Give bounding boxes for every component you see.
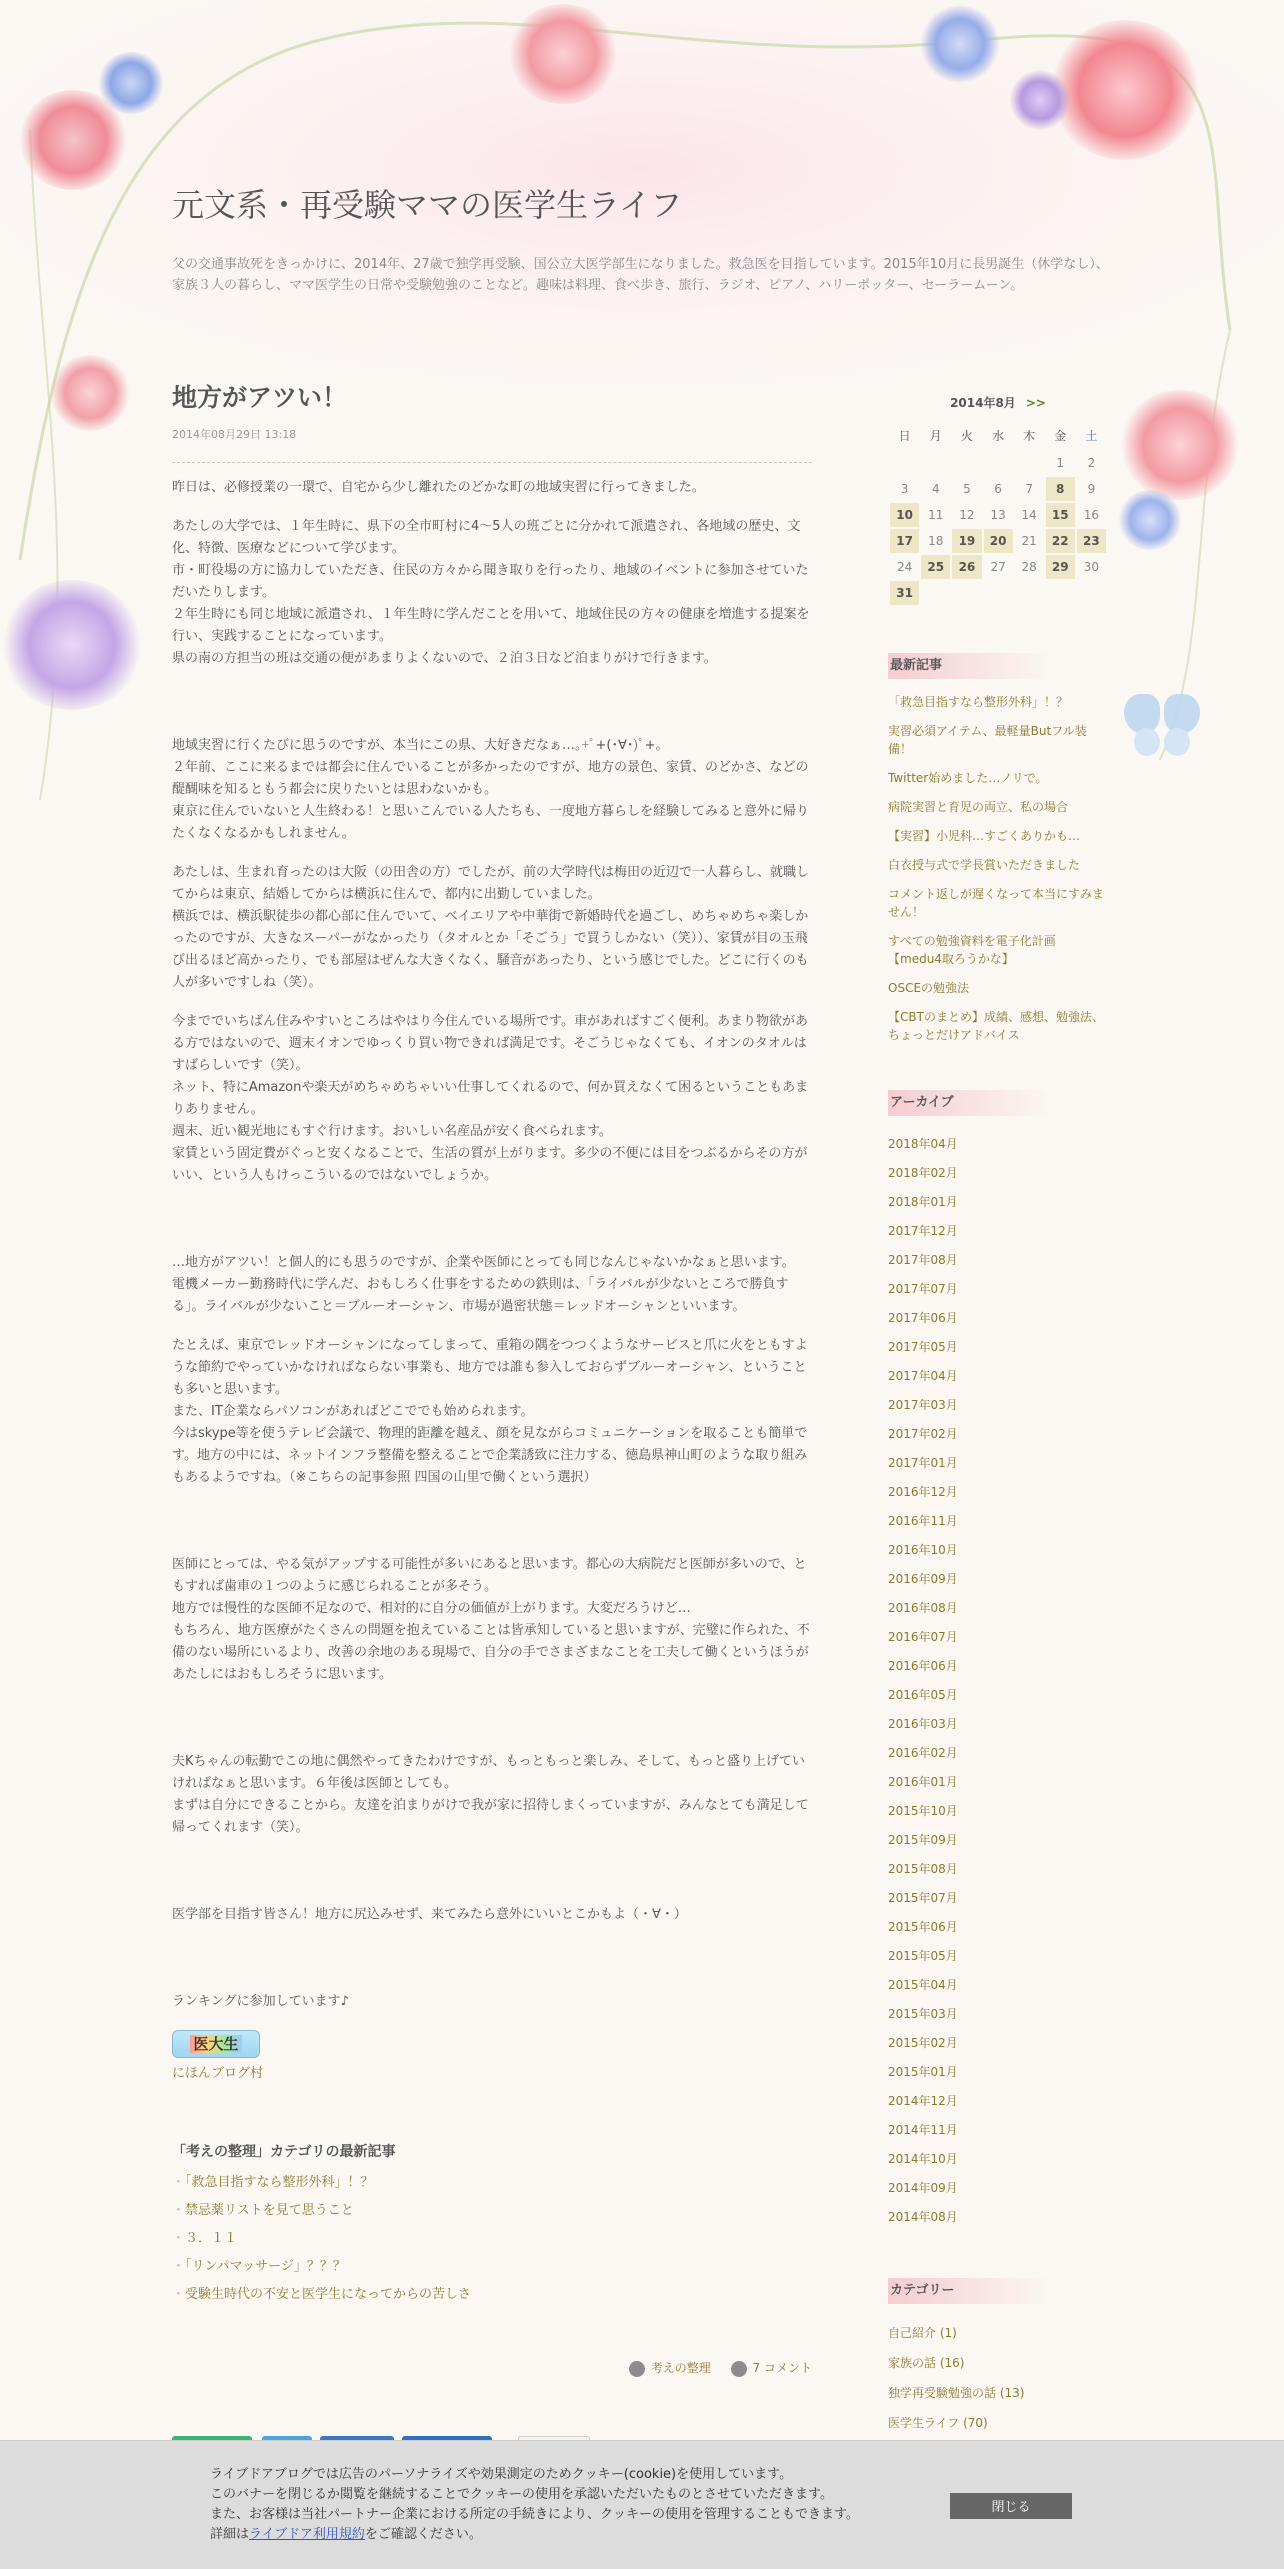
calendar-day bbox=[1077, 581, 1106, 605]
entry-paragraph: 今まででいちばん住みやすいところはやはり今住んでいる場所です。車があればすごく便利。あまり物欲がある方ではないので、週末イオンでゆっくり買い物できれば満足です。そごうじゃなくても、イオンのタオルはすばらしいです（笑）。 ネット、特にAmazonや楽天がめちゃめちゃいい仕事してくれるので、何か買えなくて困るということもあまりありません。 週末、近い観光地にもすぐ行けます。おいしい名産品が安く食べられます。 家賃という固定費がぐっと安くなることで、生活の質が上がります。多少の不便には目をつぶるからその方がいい、という人もけっこういるのではないでしょうか。 bbox=[172, 1014, 809, 1183]
archive-link[interactable]: 2015年04月 bbox=[888, 1978, 958, 1992]
archive-link[interactable]: 2015年08月 bbox=[888, 1862, 958, 1876]
calendar-weekday: 月 bbox=[929, 428, 942, 443]
calendar-weekday: 金 bbox=[1054, 428, 1067, 443]
archive-link[interactable]: 2017年05月 bbox=[888, 1340, 958, 1354]
comment-icon bbox=[731, 2361, 747, 2377]
entry-paragraph: たとえば、東京でレッドオーシャンになってしまって、重箱の隅をつつくようなサービスと爪に火をともすような節約でやっていかなければならない事業も、地方では誰も参入しておらずブルーオーシャン、ということも多いと思います。 また、IT企業ならパソコンがあればどこででも始められます。 今はskype等を使うテレビ会議で、物理的距離を越え、顔を見ながらコミュニケーションを取ることも簡単です。地方の中には、ネットインフラ整備を整えることで企業誘致に注力する、徳島県神山町のような取り組みもあるようですね。（※こちらの記事参照 四国の山里で働くという選択） bbox=[172, 1338, 808, 1485]
sidebar bbox=[888, 394, 1108, 2438]
calendar-day bbox=[952, 581, 981, 605]
divider bbox=[172, 462, 812, 463]
archive-link[interactable]: 2016年02月 bbox=[888, 1746, 958, 1760]
article bbox=[172, 378, 812, 2377]
calendar-day[interactable]: 19 bbox=[952, 529, 981, 553]
recent-post-link[interactable]: OSCEの勉強法 bbox=[888, 981, 970, 995]
calendar-day: 21 bbox=[1021, 534, 1037, 548]
entry-paragraph: 昨日は、必修授業の一環で、自宅から少し離れたのどかな町の地域実習に行ってきました。 bbox=[172, 480, 705, 495]
archive-link[interactable]: 2017年06月 bbox=[888, 1311, 958, 1325]
archive-link[interactable]: 2016年07月 bbox=[888, 1630, 958, 1644]
calendar-header bbox=[888, 394, 1108, 411]
recent-post-link[interactable]: 白衣授与式で学長賞いただきました bbox=[888, 858, 1081, 872]
entry-paragraph: 医学部を目指す皆さん！地方に尻込みせず、来てみたら意外にいいとこかもよ（・∀・） bbox=[172, 1907, 687, 1922]
cookie-line: ライブドアブログでは広告のパーソナライズや効果測定のためクッキー(cookie)を使用しています。 bbox=[210, 2467, 793, 2482]
category-post-link[interactable]: ・ 禁忌薬リストを見て思うこと bbox=[172, 2197, 812, 2225]
calendar-day: 1 bbox=[1056, 456, 1065, 470]
category-heading: カテゴリー bbox=[888, 2278, 1050, 2304]
calendar-day bbox=[984, 581, 1013, 605]
archive-link[interactable]: 2016年09月 bbox=[888, 1572, 958, 1586]
archive-link[interactable]: 2015年06月 bbox=[888, 1920, 958, 1934]
archive-link[interactable]: 2018年02月 bbox=[888, 1166, 958, 1180]
calendar-day: 13 bbox=[990, 508, 1006, 522]
calendar-day[interactable]: 25 bbox=[921, 555, 950, 579]
category-link[interactable]: 医学生ライフ (70) bbox=[888, 2416, 988, 2430]
category-post-link[interactable]: ・ ３．１１ bbox=[172, 2225, 812, 2253]
flower-decoration-icon bbox=[920, 6, 1000, 82]
flower-decoration-icon bbox=[1120, 390, 1240, 500]
terms-link[interactable]: ライブドア利用規約 bbox=[249, 2527, 365, 2542]
blog-title[interactable]: 元文系・再受験ママの医学生ライフ bbox=[172, 186, 683, 224]
archive-heading: アーカイブ bbox=[888, 1090, 1050, 1116]
cookie-text bbox=[210, 2465, 859, 2545]
calendar-weekday: 火 bbox=[960, 428, 973, 443]
calendar-weekday: 木 bbox=[1023, 428, 1036, 443]
cookie-close-button[interactable]: 閉じる bbox=[950, 2493, 1072, 2519]
flower-decoration-icon bbox=[50, 355, 130, 431]
entry-paragraph: 医師にとっては、やる気がアップする可能性が多いにあると思います。都心の大病院だと医師が多いので、ともすれば歯車の１つのように感じられることが多そう。 地方では慢性的な医師不足なので、相対的に自分の価値が上がります。大変だろうけど… もちろん、地方医療がたくさんの問題を抱えていることは皆承知していると思いますが、完璧に作られた、不備のない場所にいるより、改善の余地のある現場で、自分の手でさまざまなことを工夫して働くというほうがあたしにはおもしろそうに思います。 bbox=[172, 1557, 810, 1682]
calendar-day: 9 bbox=[1087, 482, 1096, 496]
calendar-day[interactable]: 23 bbox=[1077, 529, 1106, 553]
calendar-day bbox=[1015, 451, 1044, 475]
category-latest bbox=[172, 2141, 812, 2309]
archive-link[interactable]: 2015年09月 bbox=[888, 1833, 958, 1847]
calendar-day bbox=[921, 581, 950, 605]
archive-link[interactable]: 2018年01月 bbox=[888, 1195, 958, 1209]
flower-decoration-icon bbox=[2, 580, 142, 710]
archive-link[interactable]: 2016年01月 bbox=[888, 1775, 958, 1789]
cookie-banner bbox=[0, 2440, 1284, 2569]
calendar-day bbox=[952, 451, 981, 475]
archive-link[interactable]: 2014年11月 bbox=[888, 2123, 958, 2137]
calendar-weekday: 水 bbox=[992, 428, 1005, 443]
calendar-day[interactable]: 8 bbox=[1046, 477, 1075, 501]
archive-link[interactable]: 2015年10月 bbox=[888, 1804, 958, 1818]
calendar-day: 24 bbox=[896, 560, 913, 574]
ranking-link[interactable]: にほんブログ村 bbox=[172, 2066, 264, 2081]
archive-link[interactable]: 2017年02月 bbox=[888, 1427, 958, 1441]
entry-paragraph: 夫Kちゃんの転勤でこの地に偶然やってきたわけですが、もっともっと楽しみ、そして、もっと盛り上げていければなぁと思います。６年後は医師としても。 まずは自分にできることから。友達を泊まりがけで我が家に招待しまくっていますが、みんなとても満足して帰ってくれます（笑）。 bbox=[172, 1754, 809, 1835]
calendar-day: 11 bbox=[928, 508, 944, 522]
calendar-day[interactable]: 31 bbox=[890, 581, 919, 605]
ranking-badge[interactable]: 医大生 bbox=[172, 2030, 260, 2058]
calendar-next-link[interactable]: >> bbox=[1025, 396, 1046, 410]
entry-paragraph: 地域実習に行くたびに思うのですが、本当にこの県、大好きだなぁ…｡+ﾟ+(･∀･)ﾟ+｡ ２年前、ここに来るまでは都会に住んでいることが多かったのですが、地方の景色、家賃、のどかさ、などの醍醐味を知るともう都会に戻りたいとは思わないかも。 東京に住んでいないと人生終わる！と思いこんでいる人たちも、一度地方暮らしを経験してみると意外に帰りたくなくなるかもしれません。 bbox=[172, 738, 810, 841]
calendar-day bbox=[984, 451, 1013, 475]
flower-decoration-icon bbox=[508, 4, 618, 104]
archive-link[interactable]: 2017年01月 bbox=[888, 1456, 958, 1470]
archive-link[interactable]: 2015年07月 bbox=[888, 1891, 958, 1905]
archive-link[interactable]: 2017年04月 bbox=[888, 1369, 958, 1383]
cookie-line: 詳細はライブドア利用規約をご確認ください。 bbox=[210, 2527, 482, 2542]
recent-post-link[interactable]: Twitter始めました…ノリで。 bbox=[888, 771, 1048, 785]
entry-paragraph: あたしは、生まれ育ったのは大阪（の田舎の方）でしたが、前の大学時代は梅田の近辺で一人暮らし、就職してからは東京、結婚してからは横浜に住んで、都内に出勤していました。 横浜では、横浜駅徒歩の都心部に住んでいて、ベイエリアや中華街で新婚時代を過ごし、めちゃめちゃ楽しかったのですが、大きなスーパーがなかったり（タオルとか「そごう」で買うしかない（笑））、家賃が目の玉飛び出るほど高かったり、でも部屋はぜんな大きくなく、騒音があったり、という感じでした。どこに行くのも人が多いですしね（笑）。 bbox=[172, 865, 810, 990]
archive-link[interactable]: 2016年05月 bbox=[888, 1688, 958, 1702]
archive-link[interactable]: 2016年06月 bbox=[888, 1659, 958, 1673]
calendar-weekday: 土 bbox=[1085, 428, 1098, 443]
flower-decoration-icon bbox=[1010, 70, 1070, 130]
folder-icon bbox=[629, 2361, 645, 2377]
entry-paragraph: …地方がアツい！と個人的にも思うのですが、企業や医師にとっても同じなんじゃないかなぁと思います。 電機メーカー勤務時代に学んだ、おもしろく仕事をするための鉄則は、「ライバルが少ないところで勝負する」。ライバルが少ないこと＝ブルーオーシャン、市場が過密状態＝レッドオーシャンといいます。 bbox=[172, 1255, 795, 1314]
recent-post-link[interactable]: 実習必須アイテム、最軽量Butフル装備！ bbox=[888, 724, 1087, 756]
archive-link[interactable]: 2017年12月 bbox=[888, 1224, 958, 1238]
recent-heading: 最新記事 bbox=[888, 653, 1050, 679]
archive-link[interactable]: 2014年09月 bbox=[888, 2181, 958, 2195]
recent-post-link[interactable]: 【実習】小児科…すごくありかも… bbox=[888, 829, 1081, 843]
category-link[interactable]: 独学再受験勉強の話 (13) bbox=[888, 2386, 1025, 2400]
archive-link[interactable]: 2016年08月 bbox=[888, 1601, 958, 1615]
recent-post-link[interactable]: すべての勉強資料を電子化計画【medu4取ろうかな】 bbox=[888, 934, 1056, 966]
entry-date: 2014年08月29日 13:18 bbox=[172, 428, 297, 441]
category-latest-heading: 「考えの整理」カテゴリの最新記事 bbox=[172, 2144, 396, 2160]
category-list bbox=[888, 2318, 1108, 2438]
calendar-day bbox=[1046, 581, 1075, 605]
archive-link[interactable]: 2018年04月 bbox=[888, 1137, 958, 1151]
calendar-day: 3 bbox=[900, 482, 909, 496]
calendar-day[interactable]: 29 bbox=[1046, 555, 1075, 579]
entry-paragraph: あたしの大学では、１年生時に、県下の全市町村に4～5人の班ごとに分かれて派遣され、各地域の歴史、文化、特徴、医療などについて学びます。 市・町役場の方に協力していただき、住民の方々から聞き取りを行ったり、地域のイベントに参加させていただいたりします。 ２年生時にも同じ地域に派遣され、１年生時に学んだことを用いて、地域住民の方々の健康を増進する提案を行い、実践することになっています。 県の南の方担当の班は交通の便があまりよくないので、２泊３日など泊まりがけで行きます。 bbox=[172, 519, 810, 666]
entry-paragraph: ランキングに参加しています♪ bbox=[172, 1994, 349, 2009]
calendar-title: 2014年8月 bbox=[950, 396, 1016, 410]
calendar-day: 12 bbox=[959, 508, 975, 522]
calendar-day: 18 bbox=[928, 534, 944, 548]
calendar-day[interactable]: 15 bbox=[1046, 503, 1075, 527]
archive-link[interactable]: 2014年08月 bbox=[888, 2210, 958, 2224]
calendar-day: 6 bbox=[994, 482, 1002, 496]
archive-list bbox=[888, 1130, 1108, 2232]
flower-decoration-icon bbox=[1118, 490, 1182, 550]
calendar-day: 7 bbox=[1025, 482, 1033, 496]
flower-decoration-icon bbox=[98, 52, 164, 114]
archive-link[interactable]: 2014年12月 bbox=[888, 2094, 958, 2108]
cookie-line: このバナーを閉じるか閲覧を継続することでクッキーの使用を承認いただいたものとさせていただきます。 bbox=[210, 2487, 833, 2502]
recent-post-link[interactable]: 病院実習と育児の両立、私の場合 bbox=[888, 800, 1069, 814]
archive-link[interactable]: 2017年03月 bbox=[888, 1398, 958, 1412]
category-post-link[interactable]: ・ 受験生時代の不安と医学生になってからの苦しさ bbox=[172, 2281, 812, 2309]
calendar-day: 30 bbox=[1083, 560, 1100, 574]
recent-post-link[interactable]: 【CBTのまとめ】成績、感想、勉強法、ちょっとだけアドバイス bbox=[888, 1010, 1104, 1042]
calendar-weekday: 日 bbox=[898, 428, 911, 443]
ranking-banner[interactable] bbox=[172, 2030, 812, 2081]
category-link[interactable]: 自己紹介 (1) bbox=[888, 2326, 957, 2340]
calendar-day bbox=[1015, 581, 1044, 605]
entry-body bbox=[172, 477, 812, 2013]
recent-list bbox=[888, 693, 1108, 1044]
archive-link[interactable]: 2016年03月 bbox=[888, 1717, 958, 1731]
archive-link[interactable]: 2015年01月 bbox=[888, 2065, 958, 2079]
calendar-day: 27 bbox=[990, 560, 1006, 574]
archive-link[interactable]: 2017年08月 bbox=[888, 1253, 958, 1267]
flower-decoration-icon bbox=[1050, 20, 1200, 160]
recent-post-link[interactable]: コメント返しが遅くなって本当にすみません！ bbox=[888, 887, 1105, 919]
blog-description: 父の交通事故死をきっかけに、2014年、27歳で独学再受験、国公立大医学部生になりました。救急医を目指しています。2015年10月に長男誕生（休学なし）、家族３人の暮らし、ママ医学生の日常や受験勉強のことなど。趣味は料理、食べ歩き、旅行、ラジオ、ピアノ、ハリーポッター、セーラームーン。 bbox=[172, 257, 1109, 293]
archive-link[interactable]: 2017年07月 bbox=[888, 1282, 958, 1296]
calendar bbox=[888, 419, 1108, 607]
calendar-day bbox=[890, 451, 919, 475]
calendar-day: 16 bbox=[1083, 508, 1100, 522]
archive-link[interactable]: 2016年11月 bbox=[888, 1514, 958, 1528]
calendar-day: 2 bbox=[1087, 456, 1096, 470]
cookie-line: また、お客様は当社パートナー企業における所定の手続きにより、クッキーの使用を管理することもできます。 bbox=[210, 2507, 859, 2522]
category-post-link[interactable]: ・ 「リンパマッサージ」？？？ bbox=[172, 2253, 812, 2281]
category-latest-list bbox=[172, 2169, 812, 2309]
calendar-day[interactable]: 10 bbox=[890, 503, 919, 527]
archive-link[interactable]: 2016年12月 bbox=[888, 1485, 958, 1499]
entry-category-link[interactable]: 考えの整理 bbox=[650, 2361, 711, 2375]
entry-comments-link[interactable]: 7 コメント bbox=[752, 2361, 812, 2375]
archive-link[interactable]: 2015年03月 bbox=[888, 2007, 958, 2021]
entry-footer bbox=[172, 2359, 812, 2377]
recent-post-link[interactable]: 「救急目指すなら整形外科」！？ bbox=[888, 695, 1069, 709]
calendar-day[interactable]: 17 bbox=[890, 529, 919, 553]
category-link[interactable]: 家族の話 (16) bbox=[888, 2356, 965, 2370]
calendar-day: 28 bbox=[1021, 560, 1037, 574]
calendar-day: 5 bbox=[963, 482, 971, 496]
calendar-day[interactable]: 26 bbox=[952, 555, 981, 579]
calendar-day bbox=[921, 451, 950, 475]
archive-link[interactable]: 2015年02月 bbox=[888, 2036, 958, 2050]
archive-link[interactable]: 2015年05月 bbox=[888, 1949, 958, 1963]
category-post-link[interactable]: ・ 「救急目指すなら整形外科」！？ bbox=[172, 2169, 812, 2197]
calendar-day[interactable]: 22 bbox=[1046, 529, 1075, 553]
archive-link[interactable]: 2016年10月 bbox=[888, 1543, 958, 1557]
calendar-day[interactable]: 20 bbox=[984, 529, 1013, 553]
entry-title[interactable]: 地方がアツい！ bbox=[172, 383, 348, 412]
archive-link[interactable]: 2014年10月 bbox=[888, 2152, 958, 2166]
butterfly-icon bbox=[1120, 690, 1204, 760]
calendar-day: 4 bbox=[931, 482, 940, 496]
calendar-day: 14 bbox=[1021, 508, 1037, 522]
